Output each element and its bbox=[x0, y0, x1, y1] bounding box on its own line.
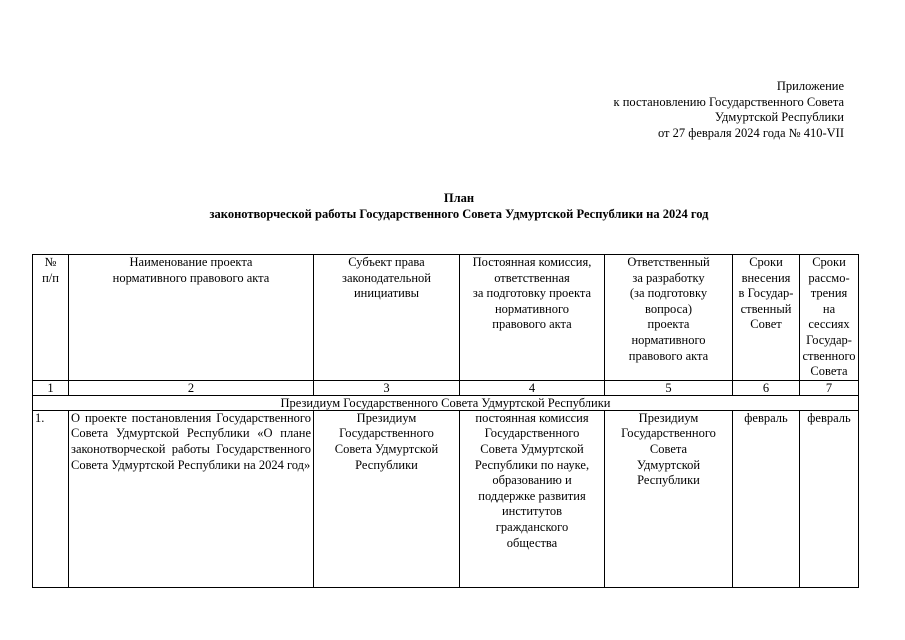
column-number: 1 bbox=[33, 380, 69, 395]
column-number: 5 bbox=[605, 380, 733, 395]
header-line: ственного bbox=[802, 348, 856, 363]
header-line: законодательной bbox=[342, 270, 431, 285]
section-row bbox=[33, 395, 859, 410]
header-line: Государ- bbox=[806, 332, 852, 347]
header-cell-session-term bbox=[800, 255, 859, 381]
header-line: № bbox=[44, 255, 57, 269]
header-line: Совета bbox=[810, 364, 848, 379]
header-line: Сроки bbox=[812, 255, 846, 269]
title-line-1: План bbox=[443, 191, 475, 205]
header-line: вопроса) bbox=[645, 301, 692, 316]
header-line: за разработку bbox=[632, 270, 705, 285]
header-line: п/п bbox=[42, 270, 59, 285]
row-submit-term: февраль bbox=[733, 410, 800, 587]
cell-line: Президиум bbox=[638, 410, 699, 425]
header-line: на сессиях bbox=[808, 301, 850, 332]
column-number: 4 bbox=[460, 380, 605, 395]
header-cell-subject bbox=[314, 255, 460, 381]
row-responsible bbox=[605, 410, 733, 587]
cell-line: Совета Удмуртской bbox=[480, 441, 584, 456]
header-line: проекта bbox=[647, 317, 690, 332]
header-line: за подготовку проекта bbox=[472, 286, 592, 301]
row-commission bbox=[460, 410, 605, 587]
header-cell-commission bbox=[460, 255, 605, 381]
cell-line: общества bbox=[506, 535, 558, 550]
appendix-line: к постановлению Государственного Совета bbox=[613, 94, 844, 109]
cell-line: Государственного bbox=[484, 426, 580, 441]
header-cell-number bbox=[33, 255, 69, 381]
header-line: Наименование проекта bbox=[129, 255, 253, 269]
header-cell-name bbox=[69, 255, 314, 381]
header-line: трения bbox=[810, 286, 848, 301]
header-line: Субъект права bbox=[348, 255, 425, 269]
cell-line: Государственного bbox=[621, 426, 716, 441]
header-cell-responsible bbox=[605, 255, 733, 381]
column-number: 6 bbox=[733, 380, 800, 395]
header-line: в Государ- bbox=[738, 286, 794, 301]
column-number-row bbox=[33, 380, 859, 395]
header-line: Совет bbox=[750, 317, 782, 332]
section-title: Президиум Государственного Совета Удмуртской Республики bbox=[33, 395, 859, 410]
header-line: рассмо- bbox=[808, 270, 850, 285]
title-line-2: законотворческой работы Государственного Совета Удмуртской Республики на 2024 год bbox=[209, 207, 709, 221]
row-subject bbox=[314, 410, 460, 587]
cell-line: Республики bbox=[637, 473, 700, 488]
table-row bbox=[33, 410, 859, 587]
header-row bbox=[33, 255, 859, 381]
column-number: 3 bbox=[314, 380, 460, 395]
cell-line: постоянная комиссия bbox=[475, 410, 589, 425]
cell-line: гражданского bbox=[495, 519, 569, 534]
appendix-line: от 27 февраля 2024 года № 410-VII bbox=[657, 125, 844, 140]
header-line: Ответственный bbox=[627, 255, 710, 269]
cell-line: Президиум bbox=[356, 410, 417, 425]
header-cell-submit-term bbox=[733, 255, 800, 381]
cell-line: Республики bbox=[355, 457, 418, 472]
cell-line: Государственного bbox=[339, 426, 434, 441]
column-number: 2 bbox=[69, 380, 314, 395]
document-title bbox=[60, 190, 858, 222]
header-line: Сроки bbox=[749, 255, 783, 269]
header-line: правового акта bbox=[492, 317, 572, 332]
row-session-term: февраль bbox=[800, 410, 859, 587]
header-line: ответственная bbox=[494, 270, 570, 285]
cell-line: образованию и bbox=[492, 473, 572, 488]
cell-line: Совета Удмуртской bbox=[334, 441, 439, 456]
header-line: ственный bbox=[740, 301, 792, 316]
plan-table bbox=[32, 254, 859, 588]
header-line: нормативного bbox=[631, 332, 706, 347]
appendix-block bbox=[520, 79, 844, 141]
appendix-line: Приложение bbox=[776, 79, 844, 93]
header-line: нормативного bbox=[494, 301, 570, 316]
cell-line: Совета bbox=[649, 441, 688, 456]
header-line: нормативного правового акта bbox=[112, 270, 270, 285]
row-number: 1. bbox=[33, 410, 69, 587]
cell-line: Республики по науке, bbox=[474, 457, 590, 472]
column-number: 7 bbox=[800, 380, 859, 395]
cell-line: Удмуртской bbox=[636, 457, 701, 472]
row-name: О проекте постановления Государственного Совета Удмуртской Республики «О плане законотворческой работы Государственного Совета Удмуртской Республики на 2024 год» bbox=[69, 410, 314, 587]
header-line: (за подготовку bbox=[629, 286, 708, 301]
cell-line: институтов bbox=[501, 504, 563, 519]
header-line: инициативы bbox=[353, 286, 420, 301]
cell-line: поддержке развития bbox=[478, 488, 586, 503]
appendix-line: Удмуртской Республики bbox=[714, 110, 844, 124]
header-line: Постоянная комиссия, bbox=[472, 255, 592, 269]
header-line: внесения bbox=[741, 270, 791, 285]
header-line: правового акта bbox=[628, 348, 709, 363]
